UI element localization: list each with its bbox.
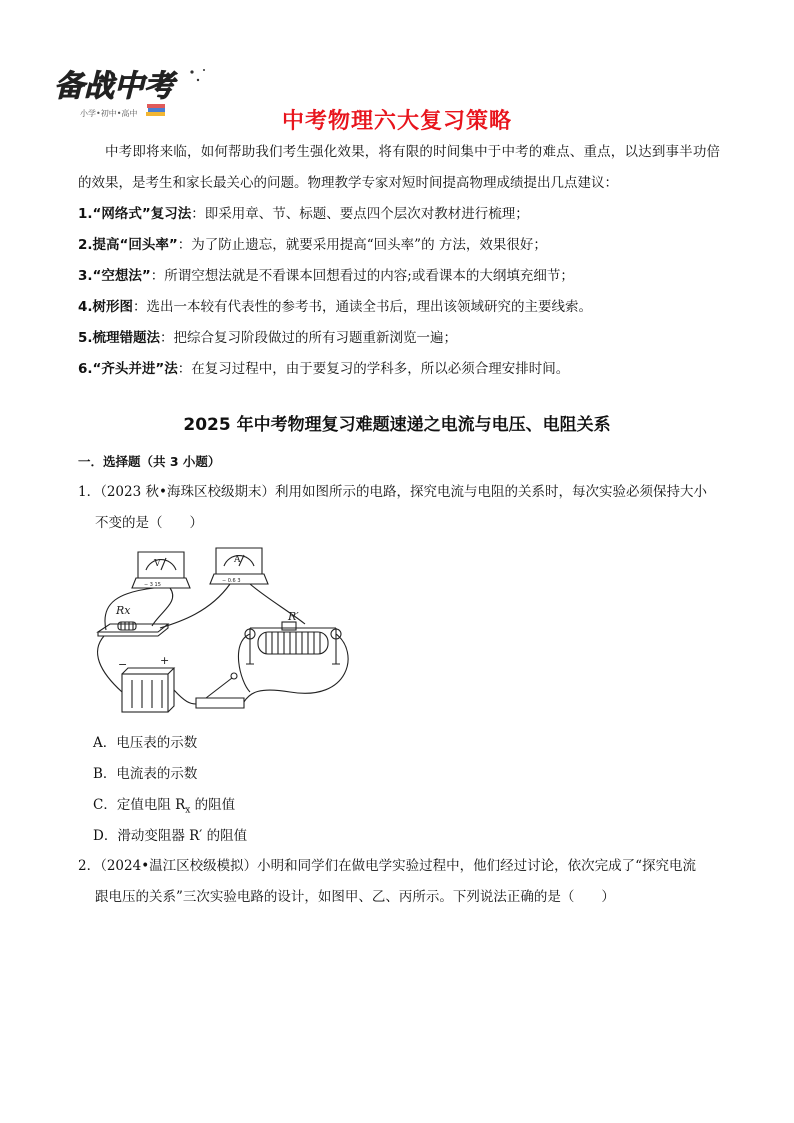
question-2 <box>78 851 728 913</box>
battery-plus-label: + <box>160 654 170 667</box>
option-c-text: C．定值电阻 R <box>93 797 186 813</box>
question-1-line2: 不变的是（ ） <box>95 515 203 531</box>
resistor-rx-icon <box>98 622 168 636</box>
circuit-figure <box>90 542 360 722</box>
rheostat-icon <box>245 622 341 664</box>
tip-item <box>78 266 574 286</box>
question-2-line2: 跟电压的关系”三次实验电路的设计，如图甲、乙、丙所示。下列说法正确的是（ ） <box>95 889 615 905</box>
option-a[interactable]: A．电压表的示数 <box>93 735 198 751</box>
section-heading: 一．选择题（共 3 小题） <box>78 454 221 469</box>
tip-label: 6.“齐头并进”法 <box>78 361 178 377</box>
tip-text: ：选出一本较有代表性的参考书，通读全书后，理出该领域研究的主要线索。 <box>133 299 593 315</box>
tip-item <box>78 328 457 348</box>
voltmeter-icon <box>132 552 190 588</box>
option-c-subscript: x <box>185 805 191 816</box>
logo-sparkle-icon <box>190 69 205 81</box>
tip-item <box>78 359 569 379</box>
tip-text: ：所谓空想法就是不看课本回想看过的内容;或看课本的大纲填充细节； <box>150 268 574 284</box>
option-d[interactable]: D．滑动变阻器 R′ 的阻值 <box>93 828 248 844</box>
tip-text: ：在复习过程中，由于要复习的学科多，所以必须合理安排时间。 <box>177 361 570 377</box>
ammeter-terminals: − 0.6 3 <box>222 578 241 584</box>
tip-item <box>78 204 529 224</box>
tip-label: 3.“空想法” <box>78 268 151 284</box>
wires <box>98 584 349 704</box>
intro-paragraph: 中考即将来临，如何帮助我们考生强化效果，将有限的时间集中于中考的难点、重点，以达到事半功倍的效果，是考生和家长最关心的问题。物理教学专家对短时间提高物理成绩提出几点建议： <box>78 144 720 191</box>
question-1-line1: 1．（2023 秋•海珠区校级期末）利用如图所示的电路，探究电流与电阻的关系时，每次实验必须保持大小 <box>78 484 707 500</box>
section-title: 2025 年中考物理复习难题速递之电流与电压、电阻关系 <box>183 415 611 435</box>
option-c-tail: 的阻值 <box>190 797 236 813</box>
tip-label: 5.梳理错题法 <box>78 330 161 346</box>
switch-icon <box>196 673 244 708</box>
tip-text: ：为了防止遗忘，就要采用提高“回头率”的 方法，效果很好； <box>177 237 547 253</box>
tip-item <box>78 297 592 317</box>
option-c[interactable] <box>93 793 235 816</box>
battery-minus-label: − <box>118 658 128 671</box>
tip-text: ：把综合复习阶段做过的所有习题重新浏览一遍； <box>160 330 458 346</box>
tip-label: 2.提高“回头率” <box>78 237 178 253</box>
question-2-line1: 2．（2024•温江区校级模拟）小明和同学们在做电学实验过程中，他们经过讨论，依次完成了“探究电流 <box>78 858 697 874</box>
battery-icon <box>122 668 174 712</box>
tip-label: 1.“网络式”复习法 <box>78 206 192 222</box>
page-title: 中考物理六大复习策略 <box>281 109 512 134</box>
ammeter-label: A <box>234 555 241 565</box>
tip-label: 4.树形图 <box>78 299 134 315</box>
voltmeter-terminals: − 3 15 <box>144 582 161 588</box>
logo-subtext: 小学•初中•高中 <box>80 109 138 118</box>
resistor-rx-label: Rx <box>116 604 131 617</box>
question-1 <box>78 477 728 539</box>
rheostat-label: R′ <box>288 610 299 623</box>
voltmeter-label: V <box>154 559 161 569</box>
tip-item <box>78 235 547 255</box>
logo-text: 备战中考 <box>54 69 174 104</box>
tip-text: ：即采用章、节、标题、要点四个层次对教材进行梳理； <box>191 206 529 222</box>
option-b[interactable]: B．电流表的示数 <box>93 766 198 782</box>
